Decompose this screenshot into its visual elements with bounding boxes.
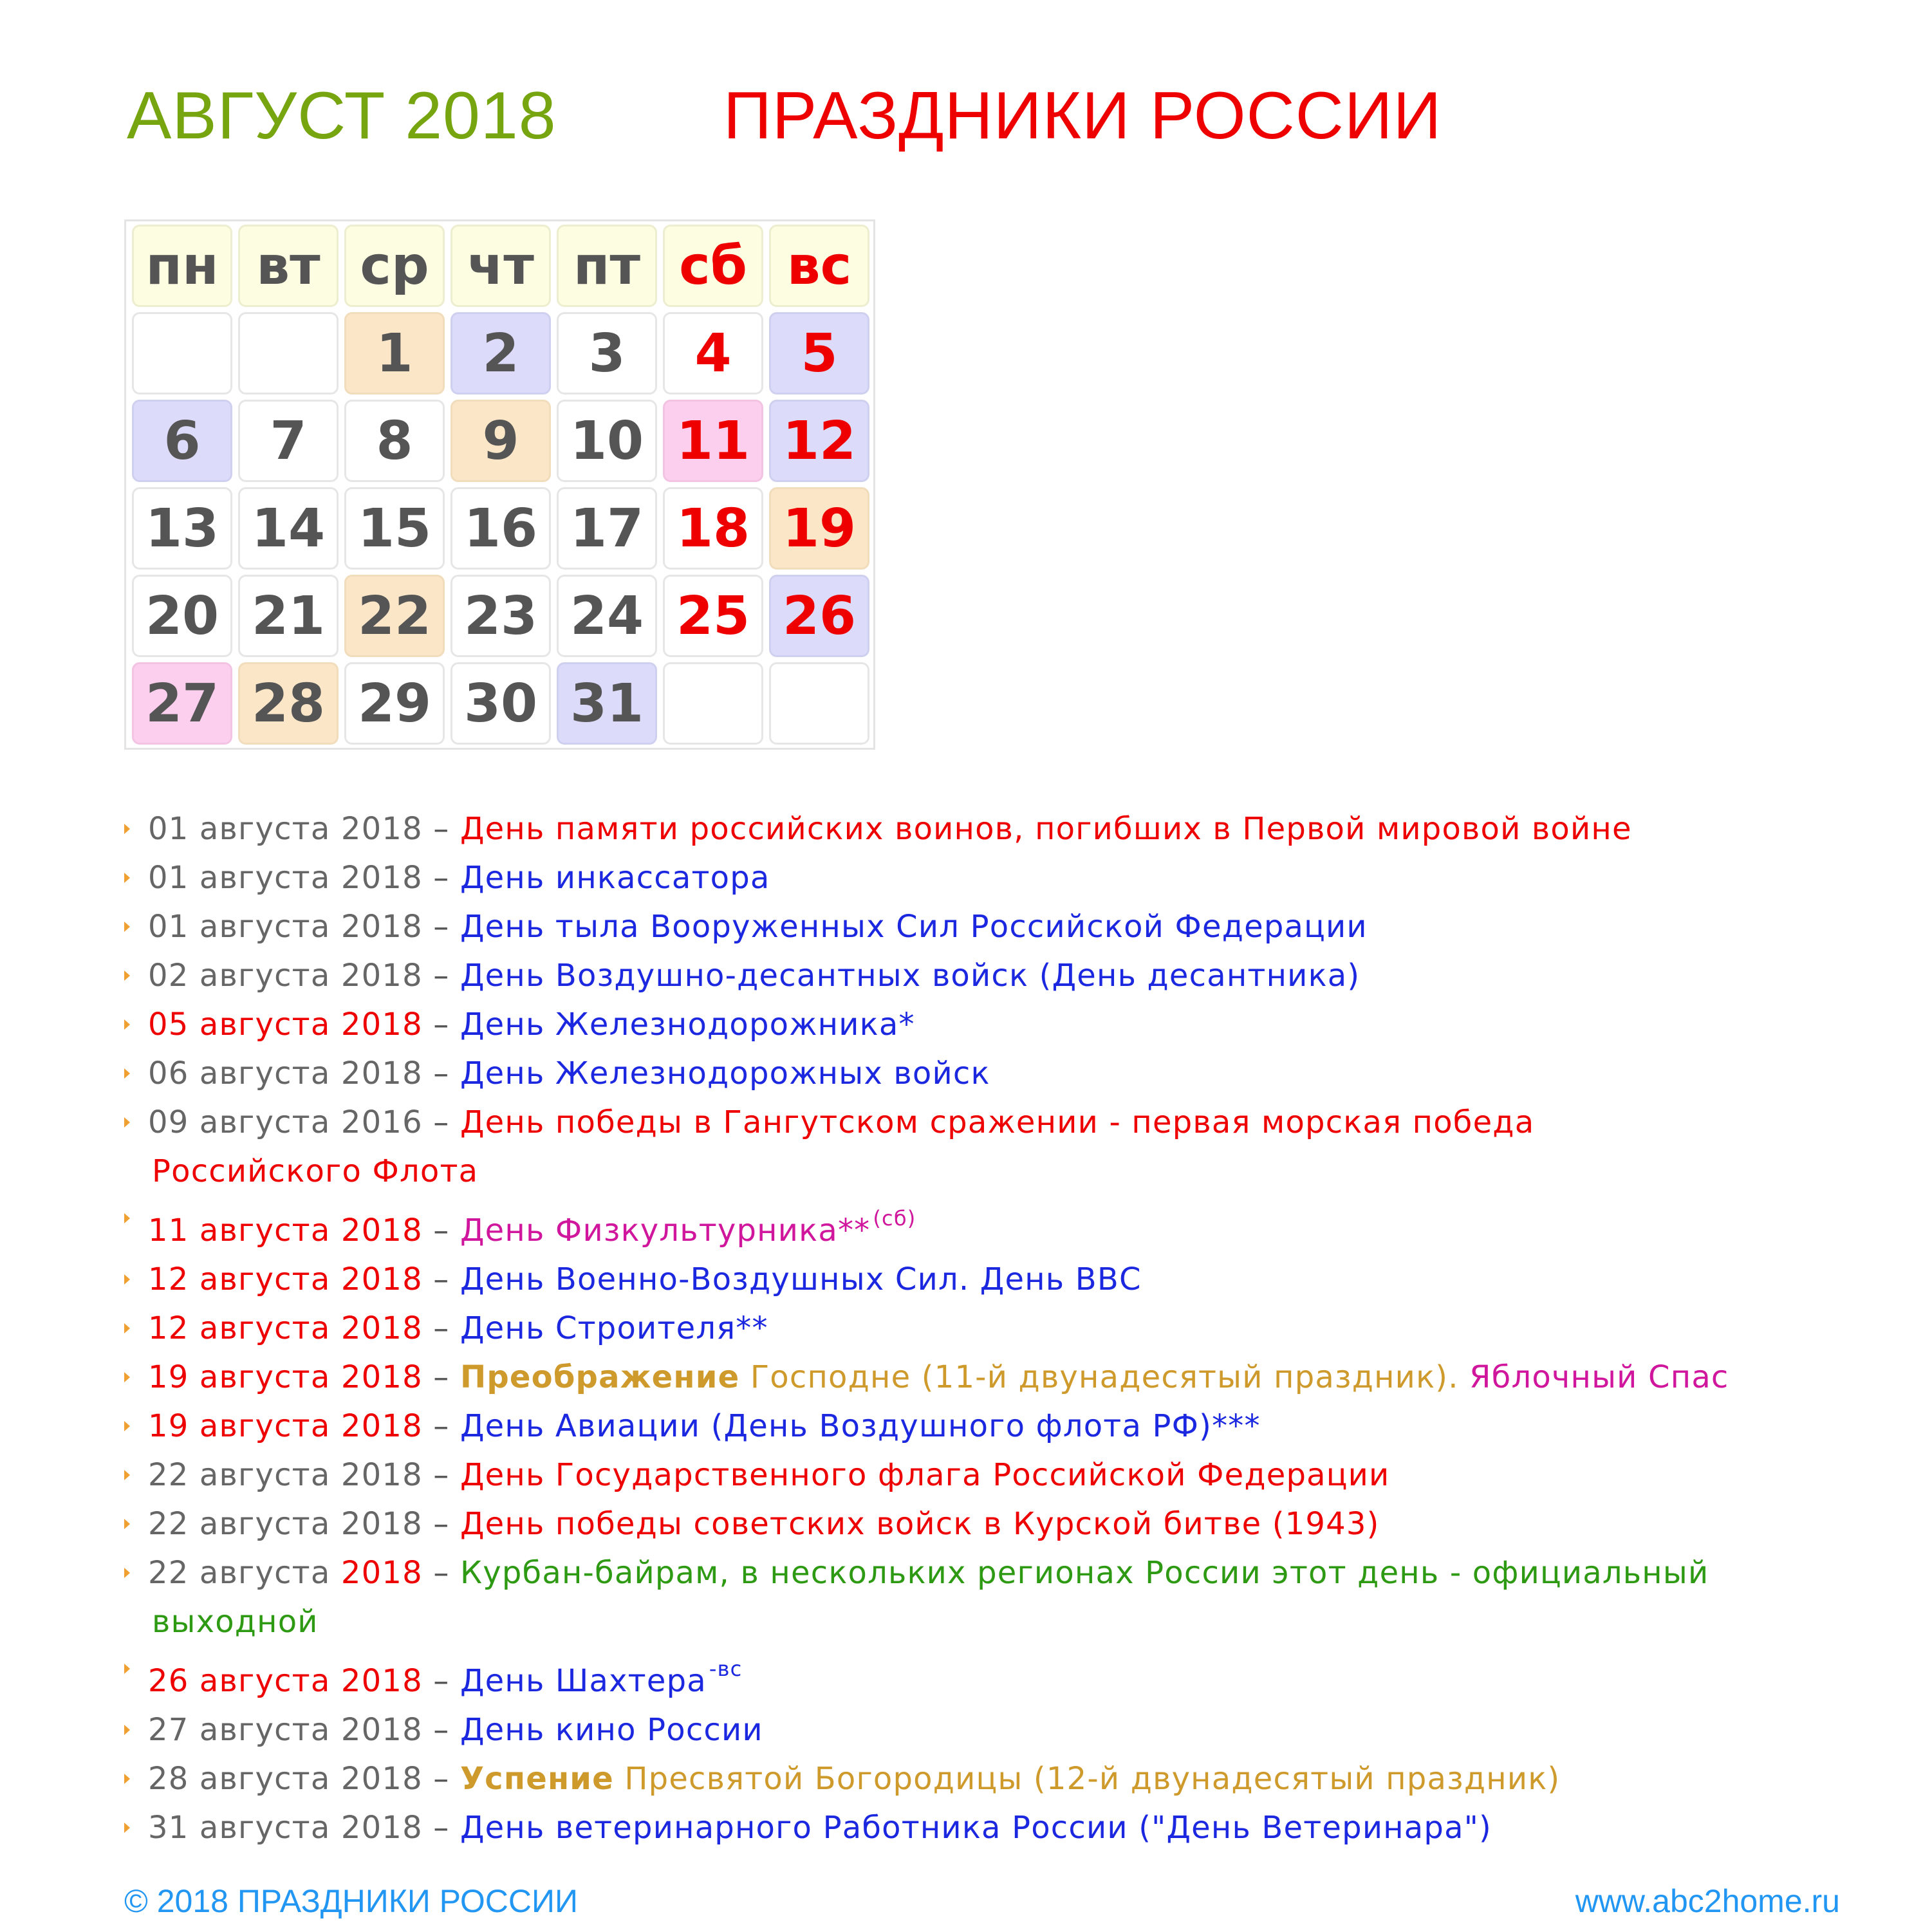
weekday-fri: пт (557, 225, 657, 307)
footer-site-link[interactable]: www.abc2home.ru (1575, 1883, 1840, 1919)
bullet-icon (124, 1823, 130, 1833)
bullet-icon (124, 873, 130, 883)
day-cell[interactable]: 23 (450, 575, 551, 657)
weekday-wed: ср (344, 225, 445, 307)
bullet-icon (124, 971, 130, 981)
event-note: (сб) (873, 1206, 916, 1231)
event-separator: – (422, 1663, 460, 1699)
day-cell[interactable]: 19 (769, 487, 869, 570)
day-cell[interactable]: 14 (238, 487, 339, 570)
bullet-icon (124, 1421, 130, 1431)
event-item (124, 1705, 763, 1754)
bullet-icon (124, 1213, 130, 1223)
event-date: 12 августа 2018 (148, 1261, 423, 1297)
event-text[interactable]: День кино России (460, 1712, 763, 1748)
bullet-icon (124, 1274, 130, 1285)
event-text: Пресвятой Богородицы (12-й двунадесятый праздник) (613, 1761, 1561, 1797)
event-separator: – (422, 1212, 460, 1249)
event-text-continued: выходной (152, 1604, 319, 1640)
event-date: 31 августа 2018 (148, 1810, 423, 1846)
event-separator: – (422, 1104, 460, 1140)
event-item (124, 804, 1632, 853)
day-cell[interactable]: 15 (344, 487, 445, 570)
weekday-sun: вс (769, 225, 869, 307)
day-cell[interactable]: 8 (344, 400, 445, 482)
footer-copyright: © 2018 ПРАЗДНИКИ РОССИИ (124, 1883, 578, 1919)
day-cell[interactable]: 7 (238, 400, 339, 482)
event-separator: – (422, 909, 460, 945)
event-text[interactable]: День Строителя** (460, 1310, 768, 1346)
event-date: 19 августа 2018 (148, 1359, 423, 1395)
event-date: 28 августа 2018 (148, 1761, 423, 1797)
event-separator: – (422, 1007, 460, 1043)
event-date: 01 августа 2018 (148, 811, 423, 847)
event-date: 01 августа 2018 (148, 860, 423, 896)
day-cell[interactable]: 22 (344, 575, 445, 657)
day-cell[interactable]: 10 (557, 400, 657, 482)
event-date-year: 2018 (340, 1555, 423, 1591)
page-title: ПРАЗДНИКИ РОССИИ (723, 79, 1442, 153)
day-cell[interactable]: 6 (132, 400, 232, 482)
event-text[interactable]: День Железнодорожных войск (460, 1055, 990, 1091)
event-separator: – (422, 860, 460, 896)
event-text[interactable]: День Авиации (День Воздушного флота РФ)*** (460, 1408, 1261, 1444)
event-separator: – (422, 958, 460, 994)
day-cell-empty (769, 662, 869, 745)
bullet-icon (124, 1117, 130, 1128)
day-cell[interactable]: 27 (132, 662, 232, 745)
event-item (124, 1657, 742, 1709)
bullet-icon (124, 1725, 130, 1735)
event-text-bold[interactable]: Успение (460, 1761, 614, 1797)
event-date: 02 августа 2018 (148, 958, 423, 994)
bullet-icon (124, 922, 130, 932)
event-item (124, 951, 1360, 1000)
bullet-icon (124, 1372, 130, 1382)
event-separator: – (422, 811, 460, 847)
event-text[interactable]: День инкассатора (460, 860, 770, 896)
day-cell[interactable]: 13 (132, 487, 232, 570)
event-item (124, 853, 770, 902)
event-item (124, 1255, 1142, 1304)
day-cell[interactable]: 9 (450, 400, 551, 482)
day-cell[interactable]: 25 (663, 575, 763, 657)
event-item (124, 1451, 1389, 1500)
weekday-mon: пн (132, 225, 232, 307)
month-title: АВГУСТ 2018 (127, 79, 557, 153)
bullet-icon (124, 1568, 130, 1578)
event-date: 22 августа (148, 1555, 341, 1591)
day-cell[interactable]: 4 (663, 312, 763, 395)
bullet-icon (124, 1323, 130, 1333)
event-text: Господне (11-й двунадесятый праздник). (739, 1359, 1459, 1395)
bullet-icon (124, 1519, 130, 1529)
day-cell-empty (132, 312, 232, 395)
event-separator: – (422, 1761, 460, 1797)
day-cell[interactable]: 1 (344, 312, 445, 395)
event-date: 26 августа 2018 (148, 1663, 423, 1699)
day-cell[interactable]: 24 (557, 575, 657, 657)
day-cell[interactable]: 26 (769, 575, 869, 657)
day-cell[interactable]: 31 (557, 662, 657, 745)
day-cell[interactable]: 11 (663, 400, 763, 482)
bullet-icon (124, 1470, 130, 1480)
event-text[interactable]: День Железнодорожника* (460, 1007, 915, 1043)
event-separator: – (422, 1408, 460, 1444)
event-separator: – (422, 1712, 460, 1748)
event-text[interactable]: День тыла Вооруженных Сил Российской Федерации (460, 909, 1368, 945)
event-text[interactable]: День Военно-Воздушных Сил. День ВВС (460, 1261, 1142, 1297)
event-text-extra[interactable]: Яблочный Спас (1458, 1359, 1729, 1395)
event-item (124, 1304, 768, 1353)
weekday-tue: вт (238, 225, 339, 307)
event-date: 09 августа 2016 (148, 1104, 423, 1140)
day-cell[interactable]: 5 (769, 312, 869, 395)
event-text-continued: Российского Флота (152, 1153, 479, 1189)
day-cell[interactable]: 17 (557, 487, 657, 570)
bullet-icon (124, 1774, 130, 1784)
bullet-icon (124, 1019, 130, 1030)
event-text[interactable]: День победы в Гангутском сражении - первая морская победа (460, 1104, 1535, 1140)
day-cell[interactable]: 3 (557, 312, 657, 395)
event-text[interactable]: День ветеринарного Работника России ("День Ветеринара") (460, 1810, 1492, 1846)
event-separator: – (422, 1055, 460, 1091)
day-cell[interactable]: 18 (663, 487, 763, 570)
event-date: 22 августа 2018 (148, 1457, 423, 1493)
day-cell[interactable]: 30 (450, 662, 551, 745)
event-text[interactable]: День Физкультурника** (460, 1212, 871, 1249)
event-item (124, 1206, 916, 1258)
event-date: 11 августа 2018 (148, 1212, 423, 1249)
weekday-sat: сб (663, 225, 763, 307)
event-separator: – (422, 1506, 460, 1542)
event-text[interactable]: День победы советских войск в Курской битве (1943) (460, 1506, 1380, 1542)
event-separator: – (422, 1261, 460, 1297)
event-date: 12 августа 2018 (148, 1310, 423, 1346)
event-text[interactable]: День Шахтера (460, 1663, 707, 1699)
event-item (124, 1754, 1560, 1803)
weekday-thu: чт (450, 225, 551, 307)
event-date: 22 августа 2018 (148, 1506, 423, 1542)
event-text[interactable]: День памяти российских воинов, погибших в Первой мировой войне (460, 811, 1632, 847)
event-text[interactable]: День Государственного флага Российской Федерации (460, 1457, 1390, 1493)
day-cell-empty (238, 312, 339, 395)
event-separator: – (422, 1555, 460, 1591)
event-date: 05 августа 2018 (148, 1007, 423, 1043)
event-note: -вс (709, 1657, 743, 1681)
day-cell[interactable]: 29 (344, 662, 445, 745)
event-date: 27 августа 2018 (148, 1712, 423, 1748)
day-cell[interactable]: 12 (769, 400, 869, 482)
event-text-bold[interactable]: Преображение (460, 1359, 740, 1395)
event-item (124, 902, 1368, 951)
bullet-icon (124, 824, 130, 834)
day-cell[interactable]: 28 (238, 662, 339, 745)
day-cell[interactable]: 16 (450, 487, 551, 570)
event-item (124, 1049, 990, 1098)
bullet-icon (124, 1664, 130, 1674)
event-item (124, 1000, 915, 1049)
day-cell[interactable]: 2 (450, 312, 551, 395)
event-item (124, 1803, 1492, 1852)
event-separator: – (422, 1810, 460, 1846)
event-text[interactable]: День Воздушно-десантных войск (День десантника) (460, 958, 1361, 994)
event-date: 06 августа 2018 (148, 1055, 423, 1091)
event-item (124, 1098, 1534, 1147)
event-text[interactable]: Курбан-байрам, в нескольких регионах России этот день - официальный (460, 1555, 1709, 1591)
bullet-icon (124, 1068, 130, 1079)
event-date: 01 августа 2018 (148, 909, 423, 945)
calendar-grid (124, 219, 875, 750)
event-separator: – (422, 1359, 460, 1395)
day-cell-empty (663, 662, 763, 745)
event-separator: – (422, 1457, 460, 1493)
event-separator: – (422, 1310, 460, 1346)
event-item (124, 1500, 1380, 1548)
event-item (124, 1353, 1729, 1402)
day-cell[interactable]: 20 (132, 575, 232, 657)
event-item (124, 1402, 1261, 1451)
day-cell[interactable]: 21 (238, 575, 339, 657)
event-item (124, 1548, 1709, 1597)
event-date: 19 августа 2018 (148, 1408, 423, 1444)
